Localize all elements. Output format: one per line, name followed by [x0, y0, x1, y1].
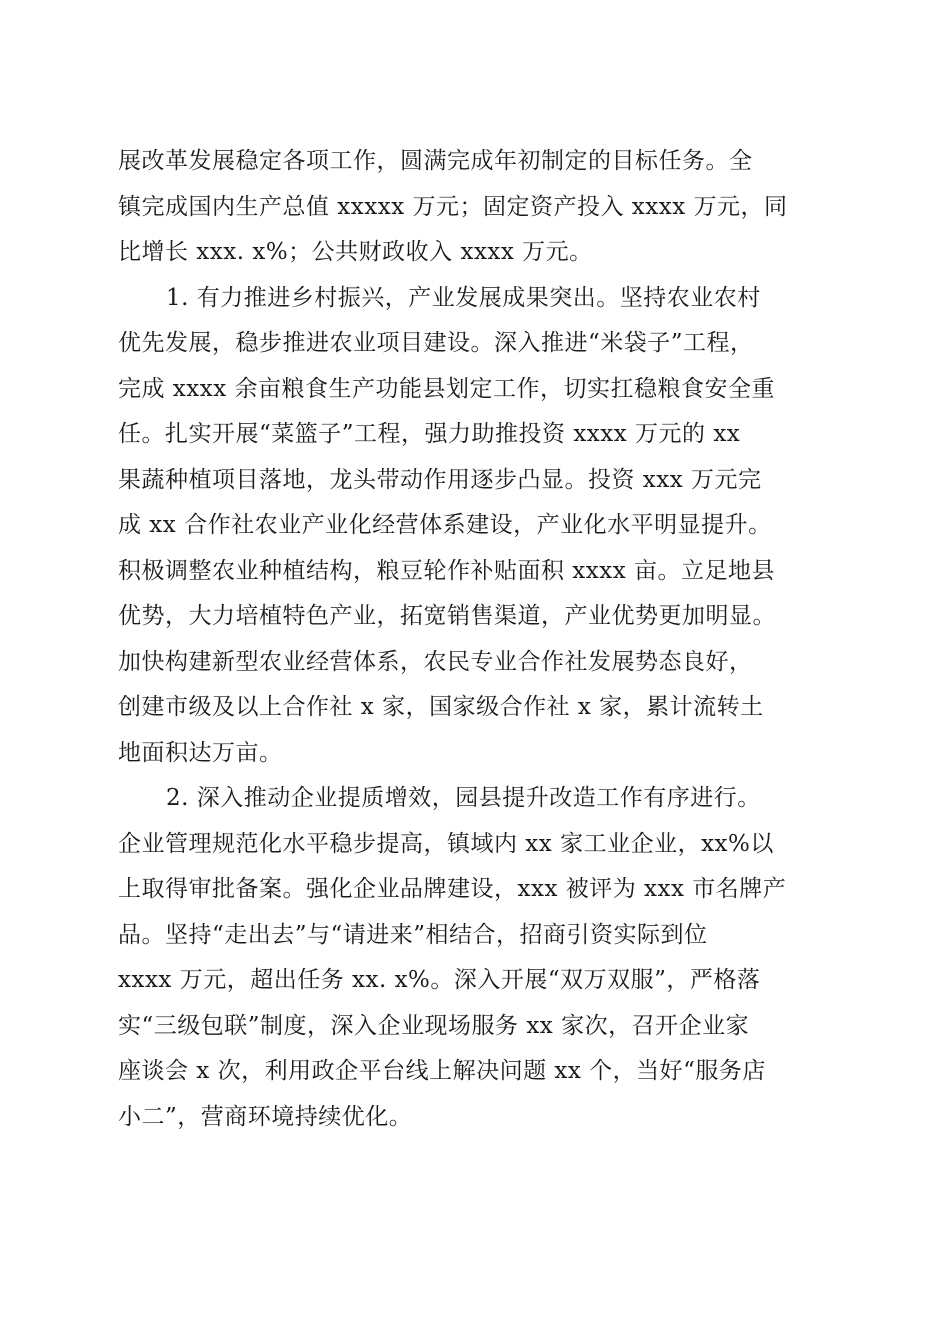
text-line: 镇完成国内生产总值 xxxxx 万元；固定资产投入 xxxx 万元，同: [118, 193, 788, 220]
paragraph-intro: [118, 139, 830, 276]
text-line: 展改革发展稳定各项工作，圆满完成年初制定的目标任务。全: [118, 148, 753, 174]
section-heading-line: 2. 深入推动企业提质增效，园县提升改造工作有序进行。: [166, 785, 761, 811]
text-line: 比增长 xxx. x%；公共财政收入 xxxx 万元。: [118, 239, 593, 265]
text-line: 地面积达万亩。: [118, 739, 283, 766]
text-line: 企业管理规范化水平稳步提高，镇域内 xx 家工业企业，xx%以: [118, 830, 774, 857]
text-line: 上取得审批备案。强化企业品牌建设，xxx 被评为 xxx 市名牌产: [118, 876, 787, 902]
text-line: 完成 xxxx 余亩粮食生产功能县划定工作，切实扛稳粮食安全重: [118, 375, 776, 402]
text-line: 果蔬种植项目落地，龙头带动作用逐步凸显。投资 xxx 万元完: [118, 466, 762, 493]
text-line: 加快构建新型农业经营体系，农民专业合作社发展势态良好，: [118, 648, 753, 675]
text-line: 任。扎实开展“菜篮子”工程，强力助推投资 xxxx 万元的 xx: [118, 421, 741, 447]
text-line: 座谈会 x 次，利用政企平台线上解决问题 xx 个，当好“服务店: [118, 1058, 766, 1084]
text-line: 优先发展，稳步推进农业项目建设。深入推进“米袋子”工程，: [118, 330, 754, 356]
text-line: 积极调整农业种植结构，粮豆轮作补贴面积 xxxx 亩。立足地县: [118, 557, 776, 584]
paragraph-section-2: [118, 776, 830, 1140]
text-line: 小二”，营商环境持续优化。: [118, 1103, 413, 1130]
text-line: 成 xx 合作社农业产业化经营体系建设，产业化水平明显提升。: [118, 512, 772, 538]
text-line: 优势，大力培植特色产业，拓宽销售渠道，产业优势更加明显。: [118, 603, 776, 629]
text-line: 品。坚持“走出去”与“请进来”相结合，招商引资实际到位: [118, 921, 708, 948]
paragraph-section-1: [118, 276, 830, 777]
document-body: [118, 139, 830, 1140]
text-line: xxxx 万元，超出任务 xx. x%。深入开展“双万双服”，严格落: [118, 967, 761, 993]
text-line: 创建市级及以上合作社 x 家，国家级合作社 x 家，累计流转土: [118, 694, 764, 720]
section-heading-line: 1. 有力推进乡村振兴，产业发展成果突出。坚持农业农村: [166, 284, 761, 311]
text-line: 实“三级包联”制度，深入企业现场服务 xx 家次，召开企业家: [118, 1012, 750, 1039]
